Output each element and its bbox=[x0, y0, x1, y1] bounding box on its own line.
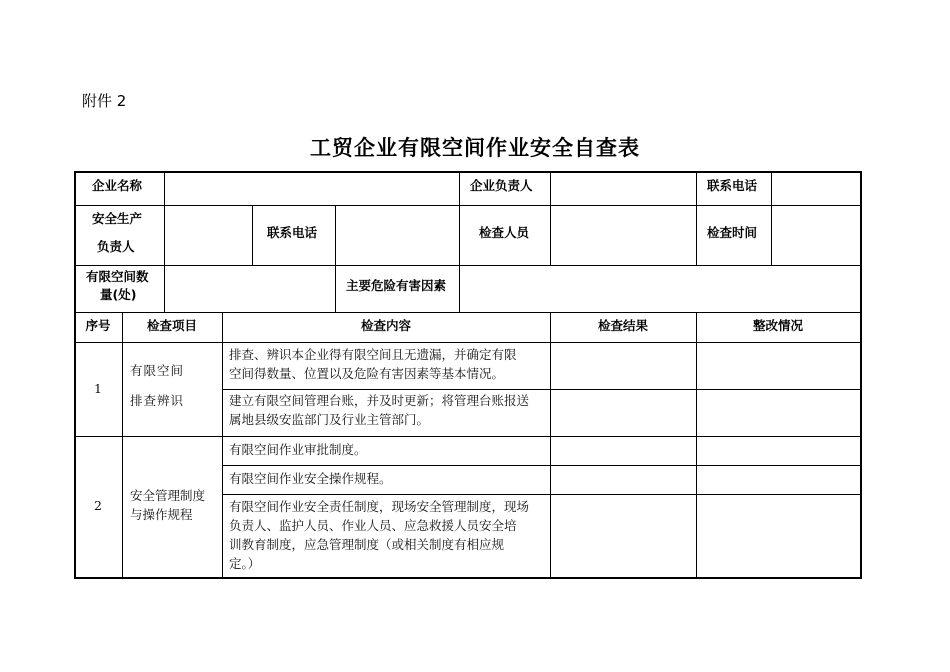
table-border-bottom bbox=[74, 577, 862, 579]
check-content: 空间得数量、位置以及危险有害因素等基本情况。 bbox=[229, 366, 505, 381]
check-content: 定。） bbox=[229, 556, 261, 571]
col-divider bbox=[164, 171, 165, 205]
check-content: 属地县级安监部门及行业主管部门。 bbox=[229, 412, 430, 427]
space-count-label: 量(处) bbox=[100, 287, 137, 302]
col-divider bbox=[550, 312, 551, 577]
col-divider bbox=[550, 205, 551, 265]
check-content: 建立有限空间管理台账，并及时更新；将管理台账报送 bbox=[229, 393, 530, 408]
col-divider bbox=[222, 312, 223, 577]
column-header-rectify: 整改情况 bbox=[752, 318, 803, 333]
table-border-left bbox=[74, 171, 76, 579]
company-head-label: 企业负责人 bbox=[470, 178, 533, 193]
row-item: 排查辨识 bbox=[130, 393, 185, 408]
table-border-top bbox=[74, 171, 862, 173]
check-content: 排查、辨识本企业得有限空间且无遗漏，并确定有限 bbox=[229, 347, 517, 362]
row-item: 与操作规程 bbox=[130, 507, 193, 522]
row-divider bbox=[222, 465, 862, 466]
row-divider bbox=[222, 494, 862, 495]
col-divider bbox=[696, 205, 697, 265]
col-divider bbox=[335, 205, 336, 265]
col-divider bbox=[459, 265, 460, 312]
contact-phone-label: 联系电话 bbox=[267, 225, 318, 240]
row-divider bbox=[74, 342, 862, 343]
space-count-label: 有限空间数 bbox=[86, 269, 149, 284]
col-divider bbox=[696, 312, 697, 577]
check-content: 有限空间作业安全责任制度，现场安全管理制度，现场 bbox=[229, 499, 530, 514]
safety-head-label: 负责人 bbox=[97, 239, 135, 254]
row-divider bbox=[74, 205, 862, 206]
main-hazards-label: 主要危险有害因素 bbox=[346, 278, 447, 293]
check-content: 负责人、监护人员、作业人员、应急救援人员安全培 bbox=[229, 518, 517, 533]
col-divider bbox=[335, 265, 336, 312]
column-header-item: 检查项目 bbox=[146, 318, 197, 333]
row-divider bbox=[74, 436, 862, 437]
row-item: 安全管理制度 bbox=[130, 488, 206, 503]
col-divider bbox=[550, 171, 551, 205]
check-content: 训教育制度，应急管理制度（或相关制度有相应规 bbox=[229, 537, 505, 552]
inspector-label: 检查人员 bbox=[479, 225, 530, 240]
row-item: 有限空间 bbox=[130, 363, 185, 378]
row-seq: 1 bbox=[94, 381, 102, 396]
col-divider bbox=[252, 205, 253, 265]
check-content: 有限空间作业安全操作规程。 bbox=[229, 471, 392, 486]
col-divider bbox=[771, 205, 772, 265]
col-divider bbox=[696, 171, 697, 205]
page-title: 工贸企业有限空间作业安全自查表 bbox=[310, 135, 640, 160]
column-header-result: 检查结果 bbox=[597, 318, 648, 333]
col-divider bbox=[164, 205, 165, 265]
row-divider bbox=[74, 265, 862, 266]
row-divider bbox=[74, 312, 862, 313]
check-content: 有限空间作业审批制度。 bbox=[229, 442, 367, 457]
row-seq: 2 bbox=[94, 498, 102, 513]
col-divider bbox=[164, 265, 165, 312]
col-divider bbox=[122, 312, 123, 577]
safety-head-label: 安全生产 bbox=[92, 211, 143, 226]
contact-phone-label: 联系电话 bbox=[707, 178, 758, 193]
col-divider bbox=[459, 205, 460, 265]
column-header-seq: 序号 bbox=[85, 318, 111, 333]
col-divider bbox=[771, 171, 772, 205]
col-divider bbox=[459, 171, 460, 205]
company-name-label: 企业名称 bbox=[92, 178, 143, 193]
table-border-right bbox=[860, 171, 862, 579]
inspect-time-label: 检查时间 bbox=[707, 225, 758, 240]
attachment-label: 附件 2 bbox=[82, 92, 127, 110]
row-divider bbox=[222, 389, 862, 390]
column-header-content: 检查内容 bbox=[360, 318, 411, 333]
